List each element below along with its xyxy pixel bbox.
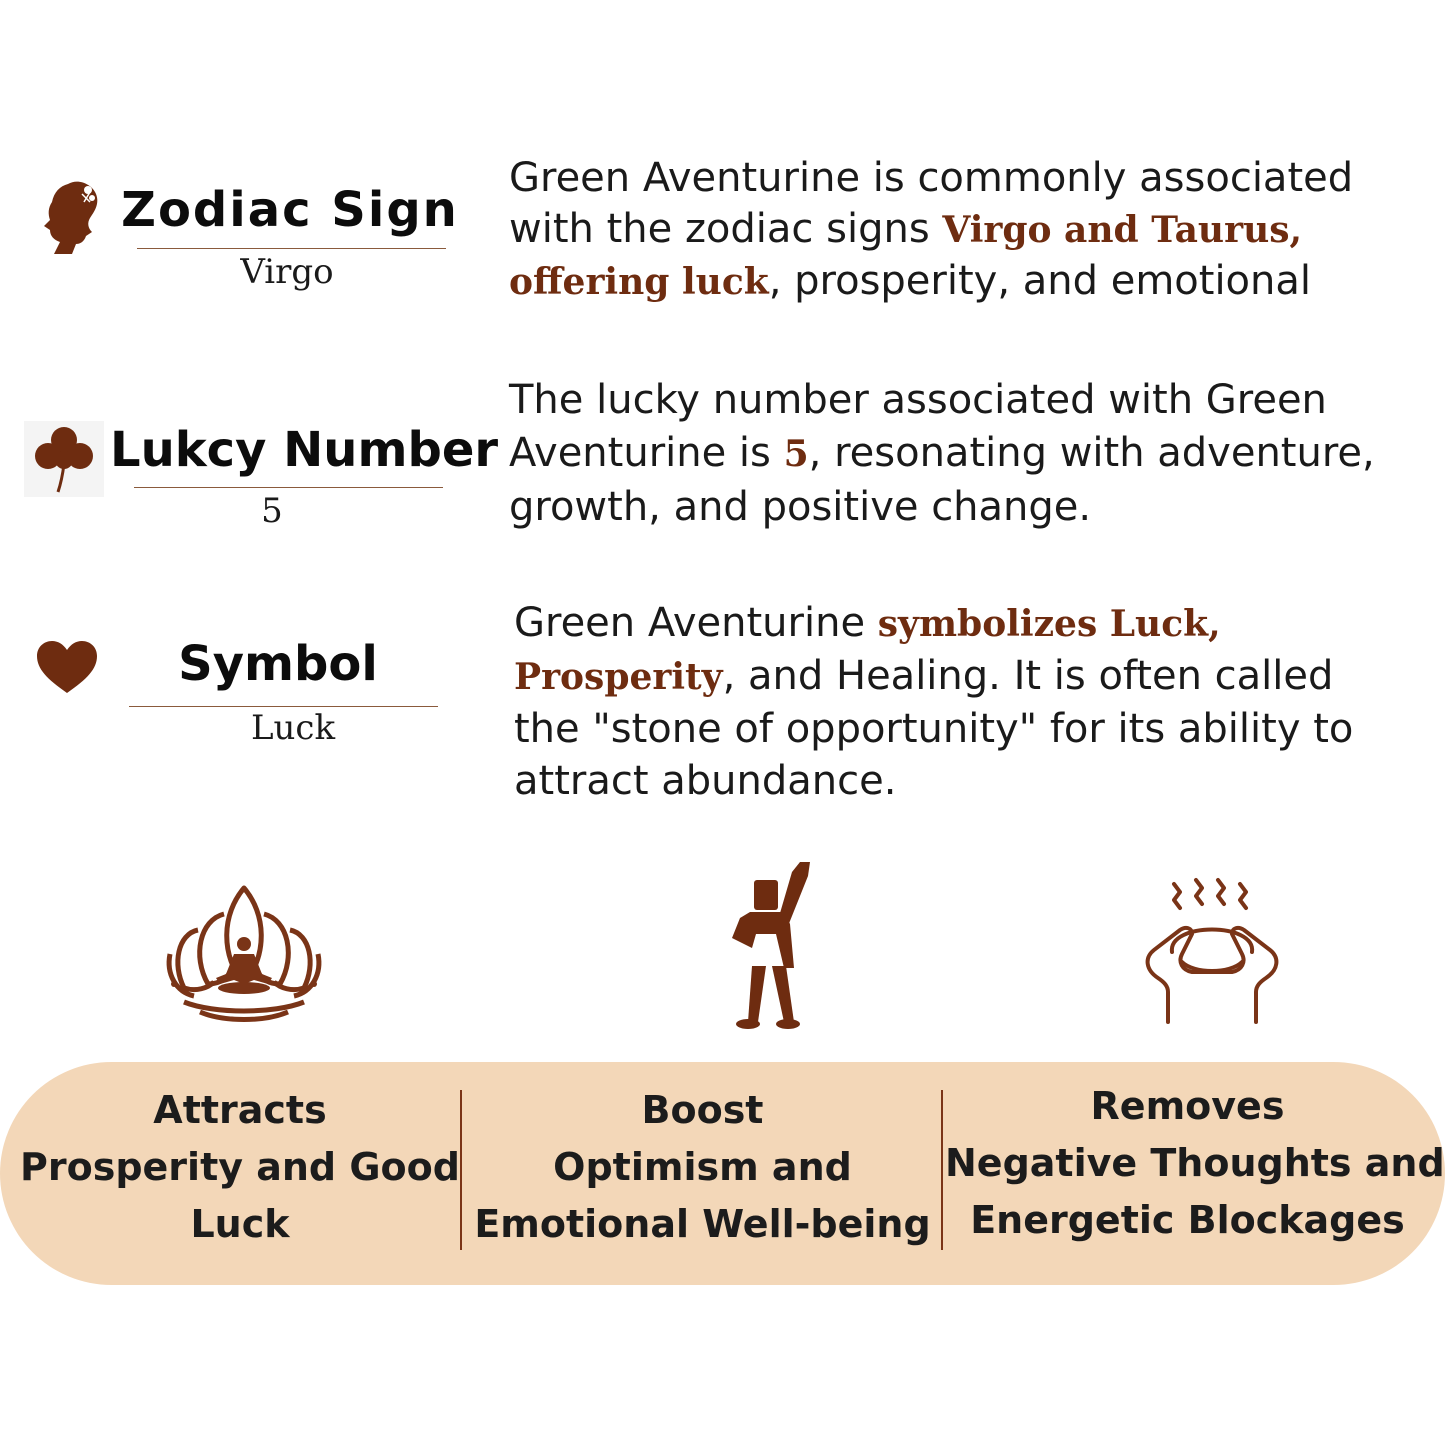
desc-text: , and Healing. It is often called xyxy=(722,653,1334,699)
lucky-number-divider xyxy=(134,487,443,488)
symbol-value: Luck xyxy=(250,708,336,748)
benefit-optimism xyxy=(470,1082,935,1253)
benefit-line: Removes xyxy=(1090,1084,1285,1128)
desc-text: , prosperity, and emotional xyxy=(768,258,1312,304)
stressed-head-icon xyxy=(1142,874,1282,1026)
benefit-line: Prosperity and Good xyxy=(20,1145,460,1189)
desc-line xyxy=(509,427,1439,481)
desc-line: attract abundance. xyxy=(514,758,897,804)
desc-text: , resonating with adventure, xyxy=(808,430,1375,476)
benefit-line: Energetic Blockages xyxy=(970,1198,1405,1242)
desc-line: growth, and positive change. xyxy=(509,484,1092,530)
desc-highlight: symbolizes Luck, xyxy=(877,603,1221,645)
benefit-line: Attracts xyxy=(153,1088,327,1132)
benefit-line: Negative Thoughts and xyxy=(945,1141,1445,1185)
benefit-line: Optimism and xyxy=(553,1145,852,1189)
symbol-description xyxy=(514,597,1439,807)
desc-highlight: Virgo and Taurus, xyxy=(942,209,1303,251)
desc-line xyxy=(509,204,1439,256)
desc-line: the "stone of opportunity" for its ability to xyxy=(514,706,1354,752)
lucky-number-description xyxy=(509,374,1439,534)
zodiac-description xyxy=(509,153,1439,308)
desc-line xyxy=(514,650,1439,703)
lotus-meditation-icon xyxy=(164,884,324,1024)
zodiac-divider xyxy=(137,248,446,249)
benefit-removes-negativity xyxy=(945,1078,1445,1249)
lucky-number-value: 5 xyxy=(261,491,283,531)
desc-highlight: Prosperity xyxy=(514,656,723,698)
desc-line xyxy=(514,597,1439,650)
desc-line xyxy=(509,256,1439,308)
desc-line: The lucky number associated with Green xyxy=(509,377,1327,423)
zodiac-value: Virgo xyxy=(240,252,334,292)
benefit-line: Luck xyxy=(190,1202,290,1246)
virgo-maiden-profile-icon xyxy=(34,176,104,256)
desc-text: Green Aventurine xyxy=(514,600,878,646)
clover-icon xyxy=(24,421,104,497)
benefit-divider xyxy=(941,1090,943,1250)
raised-fist-person-icon xyxy=(722,858,818,1030)
desc-highlight: 5 xyxy=(783,433,809,475)
heart-icon xyxy=(36,640,98,696)
symbol-title: Symbol xyxy=(178,636,378,692)
desc-text: with the zodiac signs xyxy=(509,206,943,252)
benefit-line: Boost xyxy=(641,1088,764,1132)
lucky-number-title: Lukcy Number xyxy=(110,422,499,478)
desc-line: Green Aventurine is commonly associated xyxy=(509,155,1354,201)
desc-highlight: offering luck xyxy=(509,261,769,303)
benefit-prosperity xyxy=(10,1082,470,1253)
benefit-line: Emotional Well-being xyxy=(474,1202,931,1246)
symbol-divider xyxy=(129,706,438,707)
zodiac-sign-title: Zodiac Sign xyxy=(121,182,459,238)
desc-text: Aventurine is xyxy=(509,430,784,476)
